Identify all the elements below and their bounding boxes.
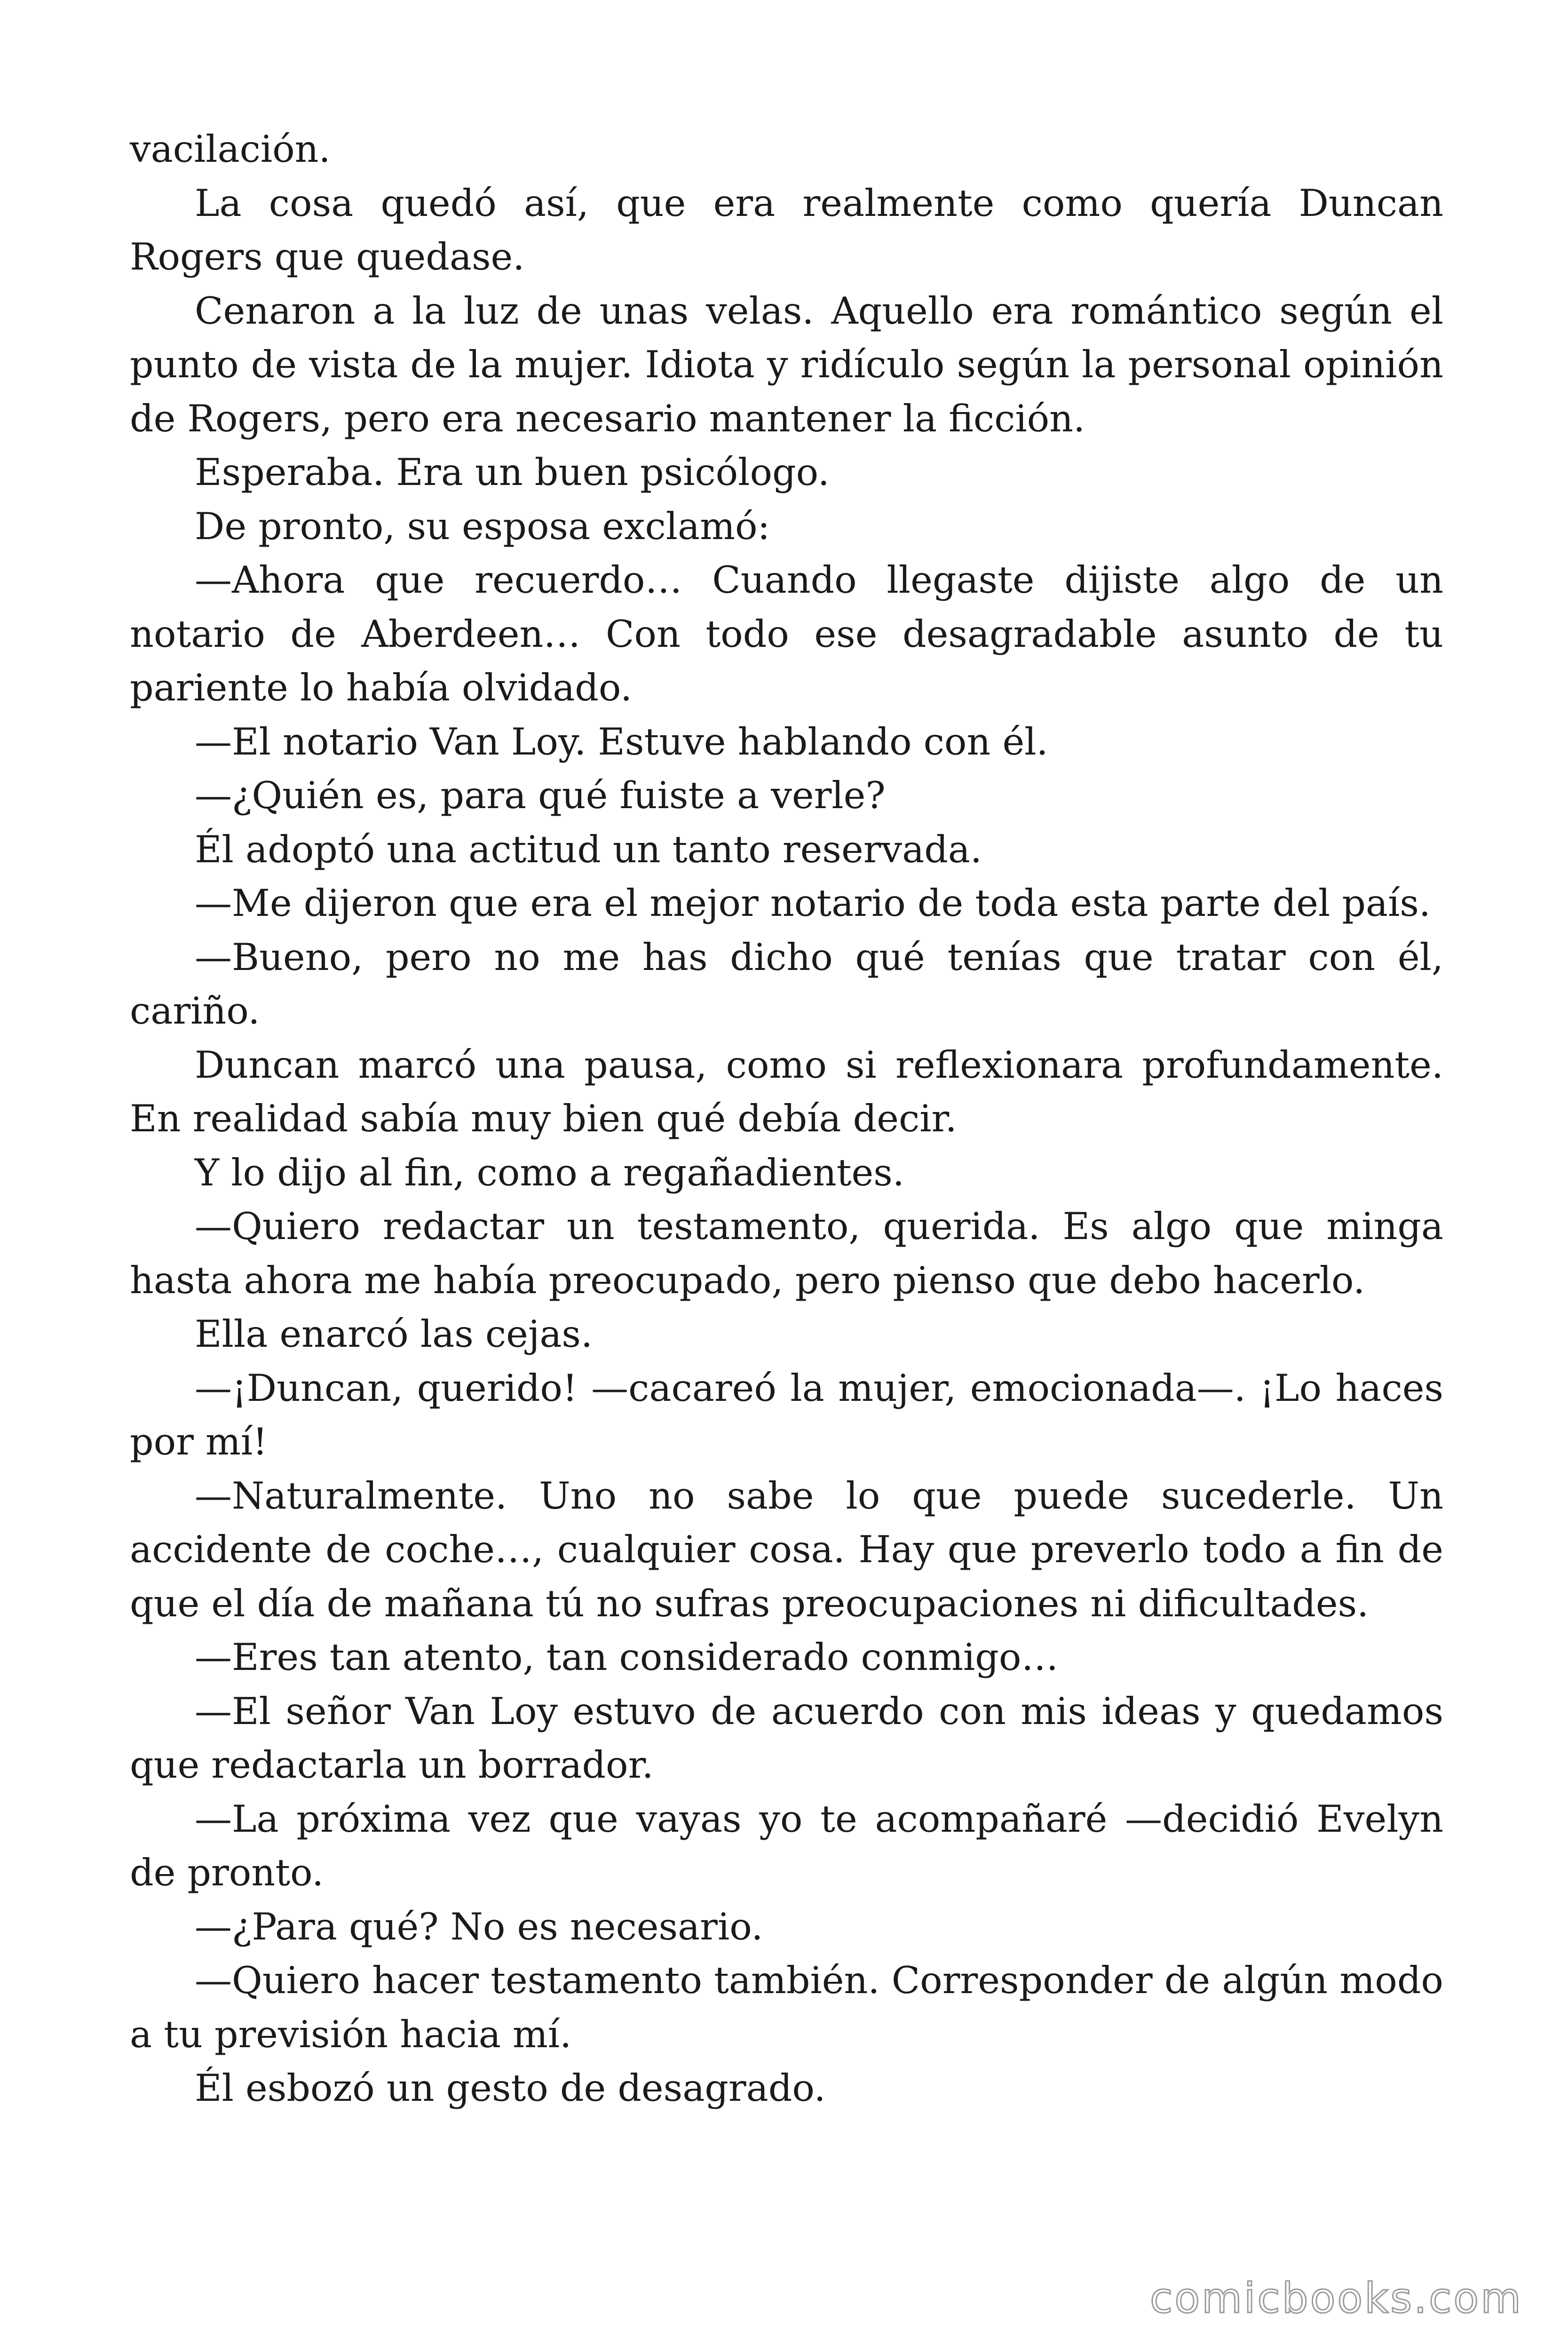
paragraph: La cosa quedó así, que era realmente como quería Duncan Rogers que quedase.: [130, 181, 1443, 278]
body-text: [130, 122, 1443, 2115]
paragraph: —Me dijeron que era el mejor notario de toda esta parte del país.: [195, 882, 1431, 925]
paragraph: —Eres tan atento, tan considerado conmigo…: [195, 1636, 1059, 1679]
paragraph: Esperaba. Era un buen psicólogo.: [195, 451, 830, 494]
paragraph: —Quiero redactar un testamento, querida. Es algo que minga hasta ahora me había preocupado, pero pienso que debo hacerlo.: [130, 1205, 1443, 1302]
paragraph: Y lo dijo al fin, como a regañadientes.: [195, 1151, 904, 1194]
watermark: comicbooks.com: [1149, 2274, 1523, 2322]
paragraph: —¿Quién es, para qué fuiste a verle?: [195, 774, 886, 817]
paragraph: —Naturalmente. Uno no sabe lo que puede sucederle. Un accidente de coche…, cualquier cosa. Hay que preverlo todo a fin de que el día de mañana tú no sufras preocupaciones ni dificultades.: [130, 1474, 1443, 1625]
paragraph: Él esbozó un gesto de desagrado.: [195, 2066, 826, 2110]
paragraph: —El señor Van Loy estuvo de acuerdo con mis ideas y quedamos que redactarla un borrador.: [130, 1689, 1443, 1787]
paragraph: —La próxima vez que vayas yo te acompañaré —decidió Evelyn de pronto.: [130, 1797, 1443, 1894]
paragraph: —El notario Van Loy. Estuve hablando con él.: [195, 720, 1048, 763]
paragraph: —¿Para qué? No es necesario.: [195, 1905, 763, 1948]
paragraph: Duncan marcó una pausa, como si reflexionara profundamente. En realidad sabía muy bien qué debía decir.: [130, 1043, 1443, 1140]
paragraph: vacilación.: [130, 127, 331, 171]
paragraph: —Ahora que recuerdo… Cuando llegaste dijiste algo de un notario de Aberdeen… Con todo ese desagradable asunto de tu pariente lo había olvidado.: [130, 558, 1443, 709]
paragraph: Cenaron a la luz de unas velas. Aquello era romántico según el punto de vista de la mujer. Idiota y ridículo según la personal opinión de Rogers, pero era necesario mantener la ficción.: [130, 289, 1443, 440]
paragraph: —Bueno, pero no me has dicho qué tenías que tratar con él, cariño.: [130, 935, 1443, 1033]
paragraph: —¡Duncan, querido! —cacareó la mujer, emocionada—. ¡Lo haces por mí!: [130, 1366, 1443, 1463]
paragraph: Él adoptó una actitud un tanto reservada.: [195, 827, 982, 871]
paragraph: Ella enarcó las cejas.: [195, 1312, 593, 1356]
paragraph: De pronto, su esposa exclamó:: [195, 504, 770, 548]
paragraph: —Quiero hacer testamento también. Corresponder de algún modo a tu previsión hacia mí.: [130, 1959, 1443, 2056]
